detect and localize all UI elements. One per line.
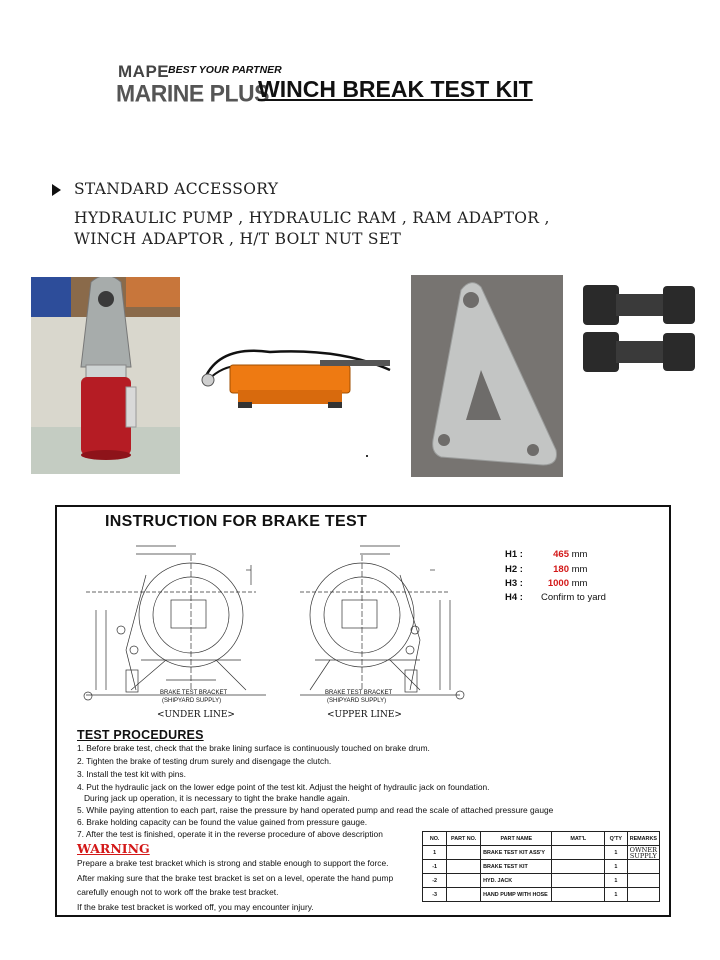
- right-supply-label: (SHIPYARD SUPPLY): [327, 698, 387, 704]
- column-header: Q'TY: [605, 832, 628, 846]
- parts-table: [422, 831, 660, 902]
- table-cell: HYD. JACK: [481, 874, 552, 888]
- table-header-row: [423, 832, 660, 846]
- column-header: NO.: [423, 832, 447, 846]
- dot-mark: [366, 455, 368, 457]
- table-cell: 1: [605, 846, 628, 860]
- table-cell: BRAKE TEST KIT: [481, 860, 552, 874]
- table-cell: [447, 888, 481, 902]
- height-h1: H1 : 465 mm: [505, 549, 588, 560]
- table-cell: 1: [605, 860, 628, 874]
- column-header: PART NAME: [481, 832, 552, 846]
- procedure-step: 4. Put the hydraulic jack on the lower edge point of the test kit. Adjust the height of hydraulic jack on foundation.: [77, 782, 490, 792]
- height-h3: H3 : 1000 mm: [505, 578, 588, 589]
- table-row: [423, 874, 660, 888]
- procedure-step: 3. Install the test kit with pins.: [77, 769, 186, 779]
- page-title: WINCH BREAK TEST KIT: [258, 76, 533, 102]
- procedure-step: 6. Brake holding capacity can be found the value gained from pressure gauge.: [77, 817, 368, 827]
- column-header: REMARKS: [627, 832, 659, 846]
- table-cell: OWNER SUPPLY: [627, 846, 659, 860]
- table-cell: [552, 860, 605, 874]
- under-line-drawing: [66, 540, 276, 715]
- under-line-caption: <UNDER LINE>: [157, 710, 235, 720]
- table-row: [423, 846, 660, 860]
- accessory-line-1: HYDRAULIC PUMP , HYDRAULIC RAM , RAM ADAPTOR ,: [74, 209, 550, 227]
- logo-brand: MARINE PLUS: [116, 79, 269, 107]
- height-h4: H4 : Confirm to yard: [505, 592, 606, 603]
- table-cell: [447, 846, 481, 860]
- bolt-nut-set-photo: [578, 280, 700, 380]
- bullet-triangle-icon: [52, 184, 61, 196]
- procedure-step: During jack up operation, it is necessary to tight the brake handle again.: [84, 793, 350, 803]
- table-row: [423, 888, 660, 902]
- table-cell: [552, 888, 605, 902]
- table-cell: -3: [423, 888, 447, 902]
- left-supply-label: (SHIPYARD SUPPLY): [162, 698, 222, 704]
- table-cell: [447, 874, 481, 888]
- procedure-step: 5. While paying attention to each part, raise the pressure by hand operated pump and read the scale of attached pressure gauge: [77, 805, 554, 815]
- hydraulic-ram-photo: [31, 277, 180, 474]
- warning-line: Prepare a brake test bracket which is strong and stable enough to support the force.: [77, 858, 389, 868]
- procedure-step: 1. Before brake test, check that the brake lining surface is continuously touched on brake drum.: [77, 743, 430, 753]
- accessory-heading: STANDARD ACCESSORY: [74, 180, 279, 198]
- table-cell: [627, 860, 659, 874]
- table-cell: [552, 846, 605, 860]
- warning-line: If the brake test bracket is worked off, you may encounter injury.: [77, 902, 314, 912]
- table-cell: BRAKE TEST KIT ASS'Y: [481, 846, 552, 860]
- warning-line: carefully enough not to work off the brake test bracket.: [77, 887, 279, 897]
- height-h2: H2 : 180 mm: [505, 564, 588, 575]
- warning-line: After making sure that the brake test bracket is set on a level, operate the hand pump: [77, 873, 394, 883]
- upper-line-drawing: [290, 540, 480, 715]
- logo-tagline: BEST YOUR PARTNER: [168, 64, 282, 76]
- procedure-step: 2. Tighten the brake of testing drum surely and disengage the clutch.: [77, 756, 332, 766]
- column-header: MAT'L: [552, 832, 605, 846]
- table-cell: -1: [423, 860, 447, 874]
- logo-mape: MAPE: [118, 62, 170, 81]
- table-cell: 1: [605, 874, 628, 888]
- accessory-line-2: WINCH ADAPTOR , H/T BOLT NUT SET: [74, 230, 402, 248]
- test-procedures-title: TEST PROCEDURES: [77, 728, 204, 742]
- left-bracket-label: BRAKE TEST BRACKET: [160, 690, 228, 696]
- table-cell: -2: [423, 874, 447, 888]
- instruction-title: INSTRUCTION FOR BRAKE TEST: [105, 513, 368, 530]
- table-cell: [627, 888, 659, 902]
- right-bracket-label: BRAKE TEST BRACKET: [325, 690, 393, 696]
- table-row: [423, 860, 660, 874]
- table-cell: 1: [605, 888, 628, 902]
- winch-adaptor-plate-photo: [411, 275, 563, 477]
- table-cell: 1: [423, 846, 447, 860]
- column-header: PART NO.: [447, 832, 481, 846]
- table-cell: [552, 874, 605, 888]
- procedure-step: 7. After the test is finished, operate it in the reverse procedure of above description: [77, 829, 383, 839]
- hand-pump-photo: [190, 340, 394, 412]
- table-cell: HAND PUMP WITH HOSE: [481, 888, 552, 902]
- table-cell: [447, 860, 481, 874]
- warning-title: WARNING: [77, 841, 150, 856]
- upper-line-caption: <UPPER LINE>: [327, 710, 402, 720]
- table-cell: [627, 874, 659, 888]
